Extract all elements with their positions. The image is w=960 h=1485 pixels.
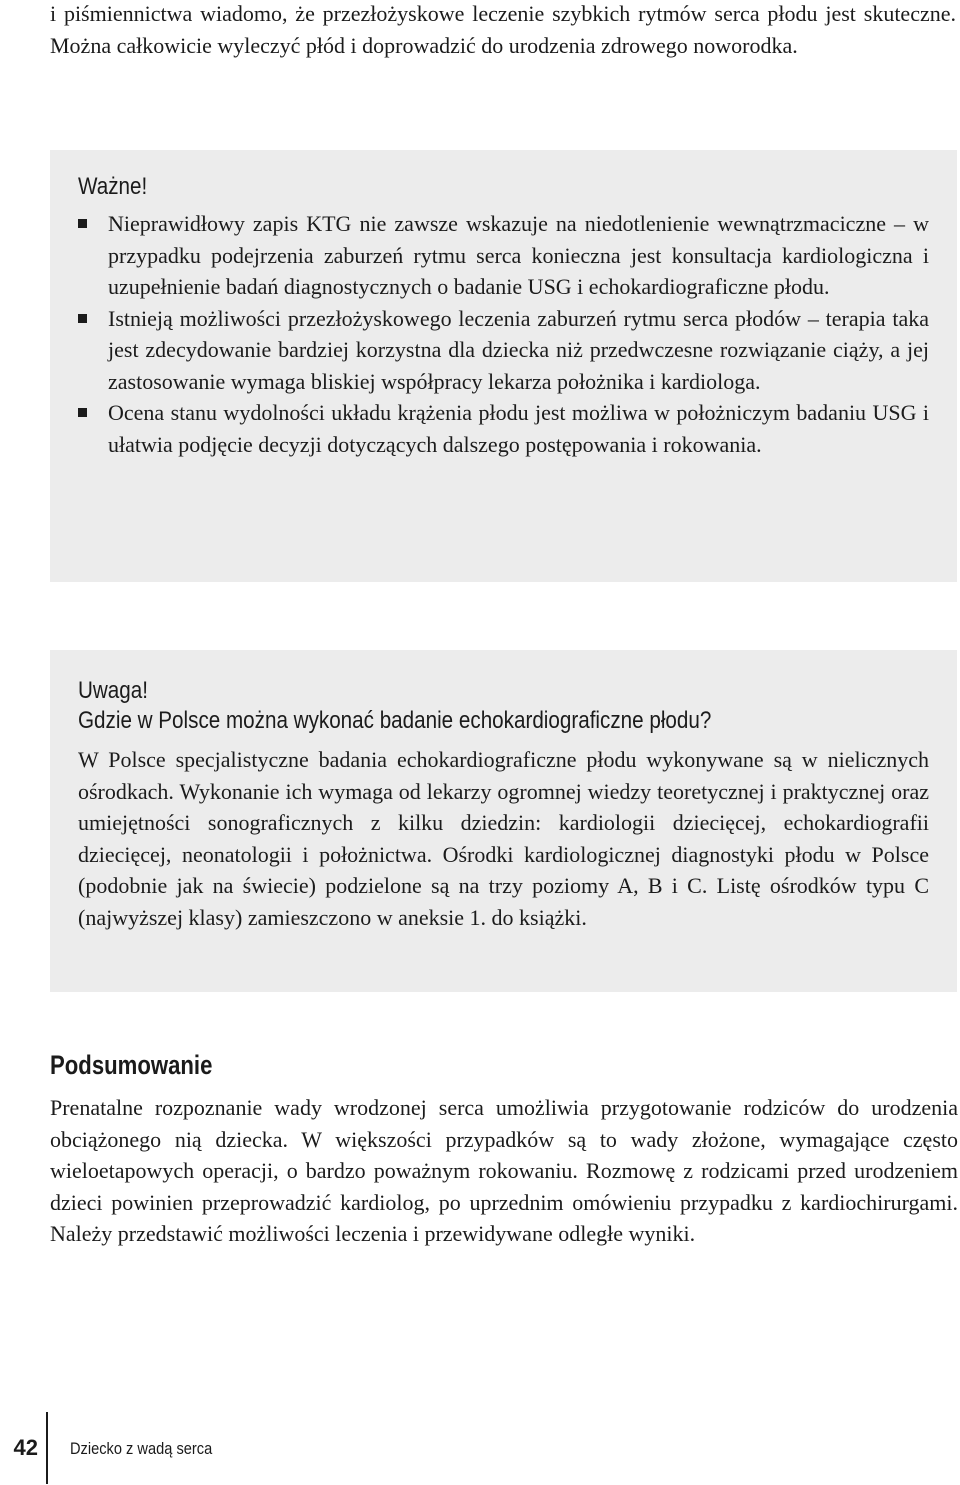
running-title: Dziecko z wadą serca — [70, 1439, 213, 1458]
list-item — [78, 208, 929, 303]
list-item-text: Ocena stanu wydolności układu krążenia płodu jest możliwa w położniczym badaniu USG i ułatwia podjęcie decyzji dotyczących dalszego postępowania i rokowania. — [108, 400, 929, 457]
list-item-text: Istnieją możliwości przezłożyskowego leczenia zaburzeń rytmu serca płodów – terapia taka jest zdecydowanie bardziej korzystna dla dziecka niż przedwczesne rozwiązanie ciąży, a jej zastosowanie wymaga bliskiej współpracy lekarza położnika i kardiologa. — [108, 305, 929, 394]
page-number: 42 — [13, 1435, 38, 1460]
summary-heading: Podsumowanie — [50, 1050, 213, 1080]
note-box-title: Uwaga! — [78, 677, 148, 704]
note-box-body: W Polsce specjalistyczne badania echokardiograficzne płodu wykonywane są w nielicznych ośrodkach. Wykonanie ich wymaga od lekarzy ogromnej wiedzy teoretycznej i praktycznej oraz umiejętności sonograficznych z kilku dziedzin: kardiologii dziecięcej, echokardiografii dziecięcej, neonatologii i położnictwa. Ośrodki kardiologicznej diagnostyki płodu w Polsce (podobnie jak na świecie) podzielone są na trzy poziomy A, B i C. Listę ośrodków typu C (najwyższej klasy) zamieszczono w aneksie 1. do książki. — [78, 747, 929, 930]
square-bullet-icon — [78, 219, 87, 228]
footer-divider — [46, 1412, 48, 1484]
square-bullet-icon — [78, 314, 87, 323]
list-item — [78, 303, 929, 398]
summary-paragraph: Prenatalne rozpoznanie wady wrodzonej serca umożliwia przygotowanie rodziców do urodzenia obciążonego nią dziecka. W większości przypadków są to wady złożone, wymagające często wieloetapowych operacji, o bardzo poważnym rokowaniu. Rozmowę z rodzicami przed urodzeniem dzieci powinien przeprowadzić kardiolog, po uprzednim omówieniu przypadku z kardiochirurgami. Należy przedstawić możliwości leczenia i przewidywane odległe wyniki. — [50, 1095, 958, 1246]
note-box — [50, 650, 957, 992]
important-box-title: Ważne! — [78, 173, 148, 200]
square-bullet-icon — [78, 408, 87, 417]
intro-paragraph: i piśmiennictwa wiadomo, że przezłożyskowe leczenie szybkich rytmów serca płodu jest skuteczne. Można całkowicie wyleczyć płód i doprowadzić do urodzenia zdrowego noworodka. — [50, 1, 956, 58]
important-box — [50, 150, 957, 582]
list-item — [78, 397, 929, 460]
note-box-question: Gdzie w Polsce można wykonać badanie echokardiograficzne płodu? — [78, 707, 712, 734]
important-list — [78, 208, 929, 460]
list-item-text: Nieprawidłowy zapis KTG nie zawsze wskazuje na niedotlenienie wewnątrzmaciczne – w przypadku podejrzenia zaburzeń rytmu serca konieczna jest konsultacja kardiologiczna i uzupełnienie badań diagnostycznych o badanie USG i echokardiograficzne płodu. — [108, 211, 929, 299]
